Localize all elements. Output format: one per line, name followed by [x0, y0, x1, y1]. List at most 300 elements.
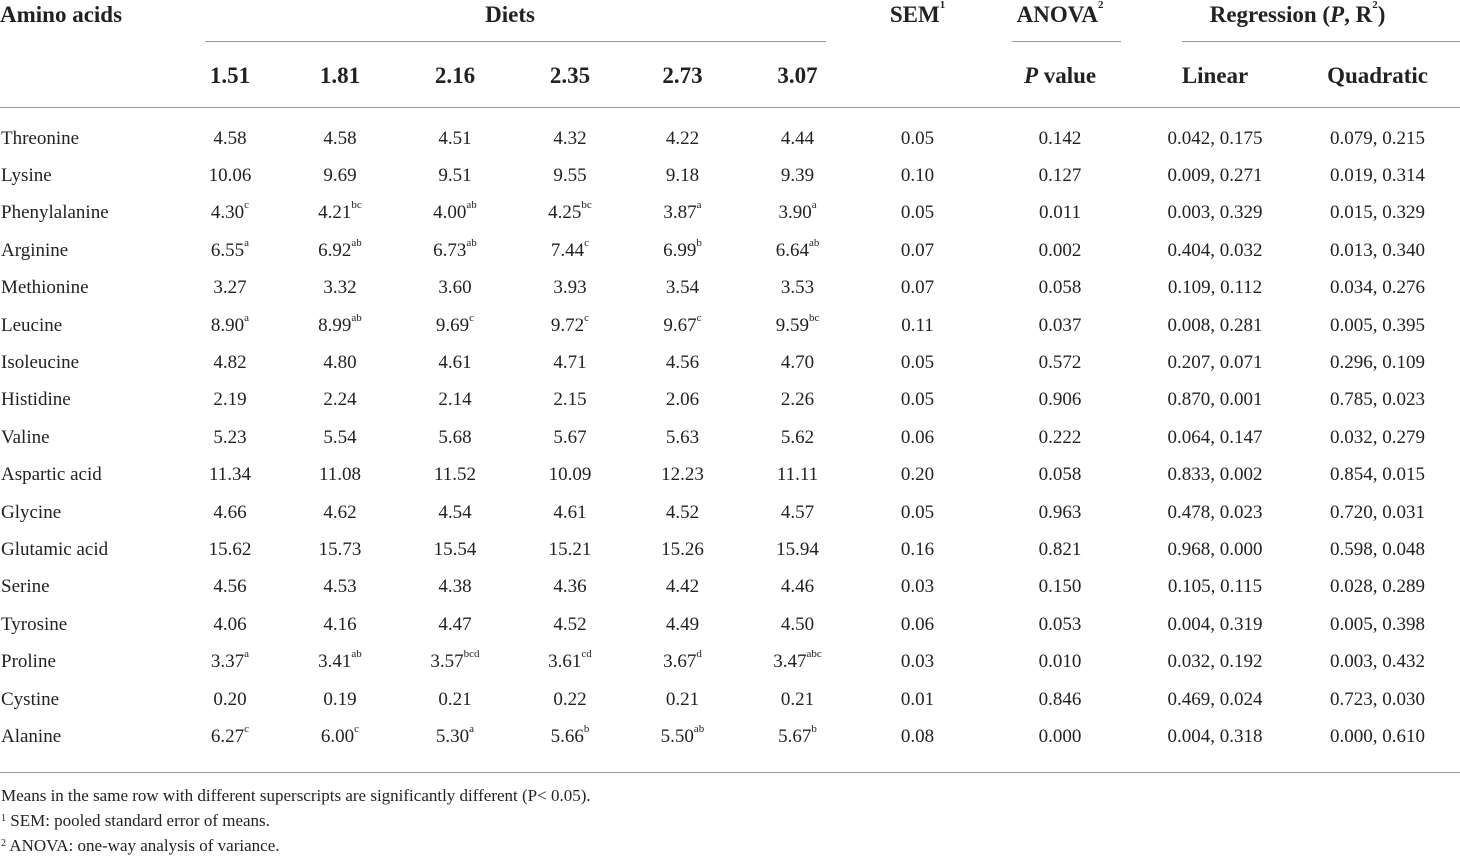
col-header-p-value: P value — [1023, 63, 1097, 88]
diet-value-cell — [290, 681, 390, 718]
diet-value: 2.14 — [438, 389, 472, 411]
diet-value: 2.15 — [553, 389, 587, 411]
diet-value: 4.56 — [213, 576, 247, 598]
diet-value: 15.54 — [433, 538, 477, 560]
diet-value: 3.67 — [663, 651, 697, 673]
diet-value: 4.47 — [438, 613, 472, 635]
diet-value: 4.71 — [553, 352, 587, 374]
diet-value: 9.51 — [438, 165, 472, 187]
diet-value-cell — [620, 157, 745, 194]
linear-regression-value: 0.870, 0.001 — [1167, 389, 1263, 411]
diet-value: 3.57 — [430, 651, 464, 673]
sem-value: 0.20 — [900, 464, 935, 486]
diet-value: 5.66 — [550, 725, 584, 747]
diet-value-cell — [520, 643, 620, 680]
diet-value-cell — [290, 457, 390, 494]
diet-value: 4.82 — [213, 352, 247, 374]
diet-value: 6.64 — [775, 239, 809, 261]
diet-value-cell — [520, 718, 620, 755]
sem-value: 0.05 — [900, 389, 935, 411]
linear-regression-value: 0.032, 0.192 — [1167, 651, 1263, 673]
diet-value: 5.68 — [438, 426, 472, 448]
diet-value-cell — [745, 307, 850, 344]
sem-value: 0.06 — [900, 613, 935, 635]
significance-superscript: ab — [466, 199, 477, 212]
diet-value: 0.20 — [213, 688, 247, 710]
diet-value-cell — [620, 681, 745, 718]
diet-value-cell — [745, 344, 850, 381]
quadratic-regression-value: 0.296, 0.109 — [1330, 352, 1426, 374]
diet-value-cell — [290, 270, 390, 307]
linear-regression-value: 0.968, 0.000 — [1167, 538, 1263, 560]
linear-regression-value: 0.004, 0.318 — [1167, 725, 1263, 747]
regression-underline — [1182, 41, 1460, 42]
diet-value: 4.46 — [780, 576, 815, 598]
significance-superscript: bc — [351, 199, 362, 212]
diet-value-cell — [390, 718, 520, 755]
amino-acid-name: Arginine — [1, 239, 69, 261]
quadratic-regression-value: 0.005, 0.395 — [1330, 314, 1426, 336]
diet-value-cell — [520, 569, 620, 606]
anova-p-value: 0.002 — [1038, 239, 1082, 261]
diet-value: 3.37 — [210, 651, 245, 673]
diet-value-cell — [620, 307, 745, 344]
anova-p-value: 0.011 — [1039, 202, 1082, 224]
diet-value-cell — [390, 569, 520, 606]
diet-value: 0.21 — [665, 688, 700, 710]
diet-value: 15.21 — [548, 538, 592, 560]
col-header-sem: SEM$^1$ — [889, 0, 946, 27]
quadratic-regression-value: 0.854, 0.015 — [1330, 464, 1426, 486]
footnote-significance: Means in the same row with different superscripts are significantly different (P< 0.05). — [1, 786, 591, 805]
diet-value-cell — [745, 643, 850, 680]
diet-value: 3.60 — [438, 277, 472, 299]
quadratic-regression-value: 0.003, 0.432 — [1330, 651, 1426, 673]
diet-value: 6.27 — [210, 725, 245, 747]
diet-value-cell — [290, 344, 390, 381]
significance-superscript: c — [354, 722, 360, 735]
diet-value: 3.53 — [780, 277, 815, 299]
diet-value: 9.67 — [663, 314, 697, 336]
diet-value: 4.58 — [213, 127, 247, 149]
diet-value: 10.06 — [208, 165, 252, 187]
amino-acid-name: Proline — [1, 651, 56, 673]
diet-value: 2.24 — [323, 389, 357, 411]
diet-value: 4.52 — [553, 613, 587, 635]
diet-value-cell — [170, 457, 290, 494]
diet-value: 4.80 — [323, 352, 357, 374]
table-body — [0, 108, 1460, 756]
table-row — [0, 531, 1460, 568]
diet-value: 6.99 — [663, 239, 697, 261]
diet-value-cell — [170, 643, 290, 680]
significance-superscript: bcd — [463, 648, 480, 661]
anova-p-value: 0.572 — [1038, 352, 1082, 374]
anova-p-value: 0.821 — [1038, 538, 1082, 560]
diets-underline — [205, 41, 826, 42]
diet-value-cell — [520, 457, 620, 494]
diet-value: 4.70 — [780, 352, 815, 374]
significance-superscript: d — [696, 648, 702, 661]
diet-value: 5.54 — [323, 426, 357, 448]
diet-value: 4.21 — [318, 202, 352, 224]
anova-p-value: 0.906 — [1038, 389, 1082, 411]
linear-regression-value: 0.064, 0.147 — [1167, 426, 1263, 448]
diet-value: 2.26 — [780, 389, 815, 411]
header-blank — [850, 44, 985, 108]
table-row — [0, 108, 1460, 157]
diet-value: 3.27 — [213, 277, 247, 299]
diet-value: 15.26 — [661, 538, 704, 560]
diet-value: 4.06 — [213, 613, 247, 635]
table-row — [0, 681, 1460, 718]
diet-value: 3.87 — [663, 202, 697, 224]
linear-regression-value: 0.003, 0.329 — [1167, 202, 1263, 224]
sem-value: 0.10 — [900, 165, 935, 187]
diet-value: 4.44 — [780, 127, 815, 149]
significance-superscript: a — [244, 311, 250, 324]
anova-underline — [1012, 41, 1121, 42]
diet-value: 4.54 — [438, 501, 472, 523]
diet-value-cell — [520, 157, 620, 194]
table-row — [0, 157, 1460, 194]
col-header-diet-level: 2.35 — [549, 63, 591, 88]
table-row — [0, 494, 1460, 531]
diet-value-cell — [520, 531, 620, 568]
footnote-sem: $^1$ SEM: pooled standard error of means. — [1, 811, 270, 830]
quadratic-regression-value: 0.019, 0.314 — [1330, 165, 1426, 187]
diet-value: 4.61 — [438, 352, 472, 374]
diet-value-cell — [170, 270, 290, 307]
diet-value-cell — [290, 307, 390, 344]
linear-regression-value: 0.833, 0.002 — [1167, 464, 1263, 486]
diet-value-cell — [520, 270, 620, 307]
diet-value-cell — [390, 531, 520, 568]
table-row — [0, 419, 1460, 456]
diet-value: 3.54 — [665, 277, 700, 299]
quadratic-regression-value: 0.015, 0.329 — [1330, 202, 1426, 224]
table-row — [0, 270, 1460, 307]
diet-value-cell — [290, 606, 390, 643]
diet-value: 0.21 — [438, 688, 472, 710]
table-row — [0, 569, 1460, 606]
diet-value: 4.57 — [780, 501, 815, 523]
diet-value-cell — [390, 681, 520, 718]
sem-value: 0.03 — [900, 576, 935, 598]
diet-value-cell — [745, 382, 850, 419]
linear-regression-value: 0.404, 0.032 — [1167, 239, 1263, 261]
diet-value-cell — [745, 419, 850, 456]
amino-acid-name: Aspartic acid — [1, 464, 102, 486]
anova-p-value: 0.222 — [1038, 426, 1082, 448]
significance-superscript: ab — [693, 722, 705, 735]
diet-value-cell — [390, 419, 520, 456]
diet-value-cell — [290, 195, 390, 232]
diet-value: 4.56 — [665, 352, 700, 374]
anova-p-value: 0.053 — [1038, 613, 1082, 635]
col-header-anova: ANOVA$^2$ — [1016, 0, 1104, 27]
diet-value-cell — [745, 494, 850, 531]
diet-value-cell — [170, 681, 290, 718]
diet-value-cell — [170, 531, 290, 568]
sem-value: 0.05 — [900, 501, 935, 523]
diet-value: 4.38 — [438, 576, 472, 598]
diet-value: 9.69 — [323, 165, 357, 187]
diet-value: 4.49 — [665, 613, 700, 635]
diet-value-cell — [520, 494, 620, 531]
diet-value: 4.62 — [323, 501, 357, 523]
diet-value-cell — [745, 569, 850, 606]
diet-value: 0.21 — [780, 688, 815, 710]
table-row — [0, 643, 1460, 680]
diet-value-cell — [745, 531, 850, 568]
diet-value-cell — [170, 232, 290, 269]
anova-p-value: 0.150 — [1038, 576, 1082, 598]
significance-superscript: a — [696, 199, 702, 212]
quadratic-regression-value: 0.079, 0.215 — [1330, 127, 1426, 149]
diet-value: 3.93 — [553, 277, 587, 299]
diet-value-cell — [745, 270, 850, 307]
diet-value: 9.55 — [553, 165, 587, 187]
diet-value-cell — [745, 606, 850, 643]
footnote-anova: $^2$ ANOVA: one-way analysis of variance. — [1, 836, 280, 855]
amino-acid-name: Glutamic acid — [1, 538, 109, 560]
sem-value: 0.07 — [900, 277, 935, 299]
diet-value-cell — [745, 157, 850, 194]
amino-acid-name: Cystine — [1, 688, 60, 710]
diet-value: 4.30 — [210, 202, 245, 224]
diet-value: 9.59 — [775, 314, 809, 336]
linear-regression-value: 0.008, 0.281 — [1167, 314, 1263, 336]
diet-value-cell — [170, 494, 290, 531]
significance-superscript: cd — [581, 648, 592, 661]
table-row — [0, 606, 1460, 643]
significance-superscript: b — [696, 236, 702, 249]
diet-value-cell — [290, 531, 390, 568]
diet-value-cell — [390, 232, 520, 269]
diet-value-cell — [620, 270, 745, 307]
diet-value: 4.58 — [323, 127, 357, 149]
anova-p-value: 0.127 — [1038, 165, 1082, 187]
diet-value-cell — [290, 232, 390, 269]
diet-value-cell — [745, 195, 850, 232]
significance-superscript: c — [244, 722, 250, 735]
diet-value-cell — [520, 195, 620, 232]
diet-value: 9.18 — [665, 165, 700, 187]
diet-value: 2.19 — [213, 389, 247, 411]
diet-value-cell — [170, 718, 290, 755]
anova-p-value: 0.142 — [1038, 127, 1082, 149]
significance-superscript: b — [811, 722, 817, 735]
diet-value: 11.34 — [208, 464, 252, 486]
diet-value: 6.73 — [433, 239, 467, 261]
diet-value: 5.62 — [780, 426, 815, 448]
diet-value-cell — [745, 457, 850, 494]
diet-value: 15.62 — [208, 538, 252, 560]
diet-value-cell — [390, 344, 520, 381]
significance-superscript: c — [696, 311, 702, 324]
anova-p-value: 0.037 — [1038, 314, 1082, 336]
diet-value-cell — [290, 569, 390, 606]
diet-value: 4.53 — [323, 576, 357, 598]
diet-value-cell — [390, 157, 520, 194]
significance-superscript: c — [584, 236, 590, 249]
diet-value: 4.25 — [548, 202, 582, 224]
diet-value: 9.72 — [550, 314, 585, 336]
diet-value: 6.92 — [318, 239, 352, 261]
header-rule — [0, 107, 1460, 108]
diet-value: 0.19 — [323, 688, 357, 710]
diet-value: 4.52 — [665, 501, 700, 523]
diet-value: 15.73 — [318, 538, 362, 560]
diet-value-cell — [520, 419, 620, 456]
col-header-diet-level: 1.81 — [319, 63, 361, 88]
diet-value: 11.11 — [776, 464, 819, 486]
diet-value-cell — [620, 195, 745, 232]
table-row — [0, 344, 1460, 381]
diet-value: 12.23 — [661, 464, 704, 486]
anova-p-value: 0.058 — [1038, 464, 1082, 486]
diet-value-cell — [620, 419, 745, 456]
diet-value-cell — [520, 382, 620, 419]
diet-value: 0.22 — [553, 688, 587, 710]
diet-value: 8.99 — [318, 314, 352, 336]
diet-value: 4.36 — [553, 576, 587, 598]
diet-value: 4.51 — [438, 127, 472, 149]
significance-superscript: ab — [351, 648, 362, 661]
header-blank — [0, 44, 170, 108]
diet-value-cell — [170, 157, 290, 194]
quadratic-regression-value: 0.032, 0.279 — [1330, 426, 1426, 448]
diet-value-cell — [745, 718, 850, 755]
diet-value-cell — [620, 344, 745, 381]
diet-value: 6.55 — [210, 239, 245, 261]
diet-value: 7.44 — [550, 239, 585, 261]
diet-value-cell — [620, 606, 745, 643]
significance-superscript: a — [469, 722, 475, 735]
quadratic-regression-value: 0.028, 0.289 — [1330, 576, 1426, 598]
diet-value-cell — [520, 681, 620, 718]
significance-superscript: ab — [466, 236, 477, 249]
diet-value: 5.67 — [553, 426, 587, 448]
amino-acid-name: Lysine — [1, 165, 52, 187]
diet-value-cell — [520, 108, 620, 157]
header-row-2 — [0, 44, 1460, 108]
quadratic-regression-value: 0.723, 0.030 — [1330, 688, 1426, 710]
diet-value-cell — [520, 344, 620, 381]
diet-value-cell — [620, 382, 745, 419]
sem-value: 0.06 — [900, 426, 935, 448]
diet-value: 4.22 — [665, 127, 700, 149]
sem-value: 0.01 — [900, 688, 935, 710]
amino-acid-name: Serine — [1, 576, 50, 598]
sem-value: 0.03 — [900, 651, 935, 673]
col-header-amino-acids: Amino acids — [0, 2, 123, 27]
diet-value-cell — [620, 232, 745, 269]
diet-value: 11.52 — [433, 464, 477, 486]
diet-value: 5.30 — [435, 725, 470, 747]
significance-superscript: a — [811, 199, 817, 212]
quadratic-regression-value: 0.720, 0.031 — [1330, 501, 1426, 523]
col-header-diets: Diets — [485, 2, 535, 27]
diet-value: 4.42 — [665, 576, 700, 598]
sem-value: 0.05 — [900, 352, 935, 374]
sem-value: 0.05 — [900, 127, 935, 149]
header-row-1 — [0, 0, 1460, 44]
amino-acid-name: Alanine — [1, 725, 62, 747]
diet-value: 3.47 — [773, 651, 807, 673]
col-header-quadratic: Quadratic — [1327, 63, 1429, 88]
significance-superscript: ab — [808, 236, 820, 249]
amino-acid-name: Isoleucine — [1, 352, 80, 374]
significance-superscript: c — [584, 311, 590, 324]
diet-value: 4.50 — [780, 613, 815, 635]
diet-value-cell — [290, 494, 390, 531]
amino-acid-name: Histidine — [1, 389, 71, 411]
linear-regression-value: 0.105, 0.115 — [1167, 576, 1263, 598]
amino-acid-name: Phenylalanine — [1, 202, 109, 224]
diet-value-cell — [390, 606, 520, 643]
significance-superscript: c — [469, 311, 475, 324]
sem-value: 0.16 — [900, 538, 935, 560]
sem-value: 0.11 — [901, 314, 934, 336]
diet-value-cell — [170, 195, 290, 232]
diet-value: 8.90 — [210, 314, 245, 336]
significance-superscript: a — [244, 236, 250, 249]
diet-value-cell — [620, 718, 745, 755]
table-row — [0, 195, 1460, 232]
diet-value-cell — [520, 307, 620, 344]
diet-value-cell — [520, 606, 620, 643]
diet-value: 4.32 — [553, 127, 587, 149]
diet-value-cell — [620, 643, 745, 680]
diet-value: 3.90 — [778, 202, 812, 224]
anova-p-value: 0.058 — [1038, 277, 1082, 299]
diet-value-cell — [290, 419, 390, 456]
significance-superscript: bc — [808, 311, 820, 324]
table-row — [0, 232, 1460, 269]
diet-value: 5.50 — [660, 725, 694, 747]
diet-value-cell — [620, 494, 745, 531]
linear-regression-value: 0.478, 0.023 — [1167, 501, 1263, 523]
amino-acid-name: Valine — [1, 426, 50, 448]
diet-value-cell — [620, 569, 745, 606]
diet-value-cell — [620, 531, 745, 568]
quadratic-regression-value: 0.034, 0.276 — [1330, 277, 1426, 299]
significance-superscript: a — [244, 648, 250, 661]
diet-value: 5.63 — [665, 426, 700, 448]
significance-superscript: bc — [581, 199, 592, 212]
col-header-diet-level: 1.51 — [209, 63, 251, 88]
diet-value-cell — [390, 457, 520, 494]
diet-value-cell — [290, 718, 390, 755]
linear-regression-value: 0.207, 0.071 — [1167, 352, 1263, 374]
diet-value-cell — [390, 195, 520, 232]
diet-value-cell — [620, 108, 745, 157]
col-header-diet-level: 3.07 — [777, 63, 818, 88]
diet-value-cell — [170, 108, 290, 157]
anova-p-value: 0.010 — [1038, 651, 1082, 673]
diet-value-cell — [390, 270, 520, 307]
diet-value-cell — [170, 606, 290, 643]
diet-value-cell — [170, 569, 290, 606]
diet-value: 4.61 — [553, 501, 587, 523]
diet-value-cell — [170, 307, 290, 344]
quadratic-regression-value: 0.785, 0.023 — [1330, 389, 1426, 411]
diet-value: 4.16 — [323, 613, 357, 635]
diet-value: 4.00 — [433, 202, 467, 224]
diet-value-cell — [390, 307, 520, 344]
